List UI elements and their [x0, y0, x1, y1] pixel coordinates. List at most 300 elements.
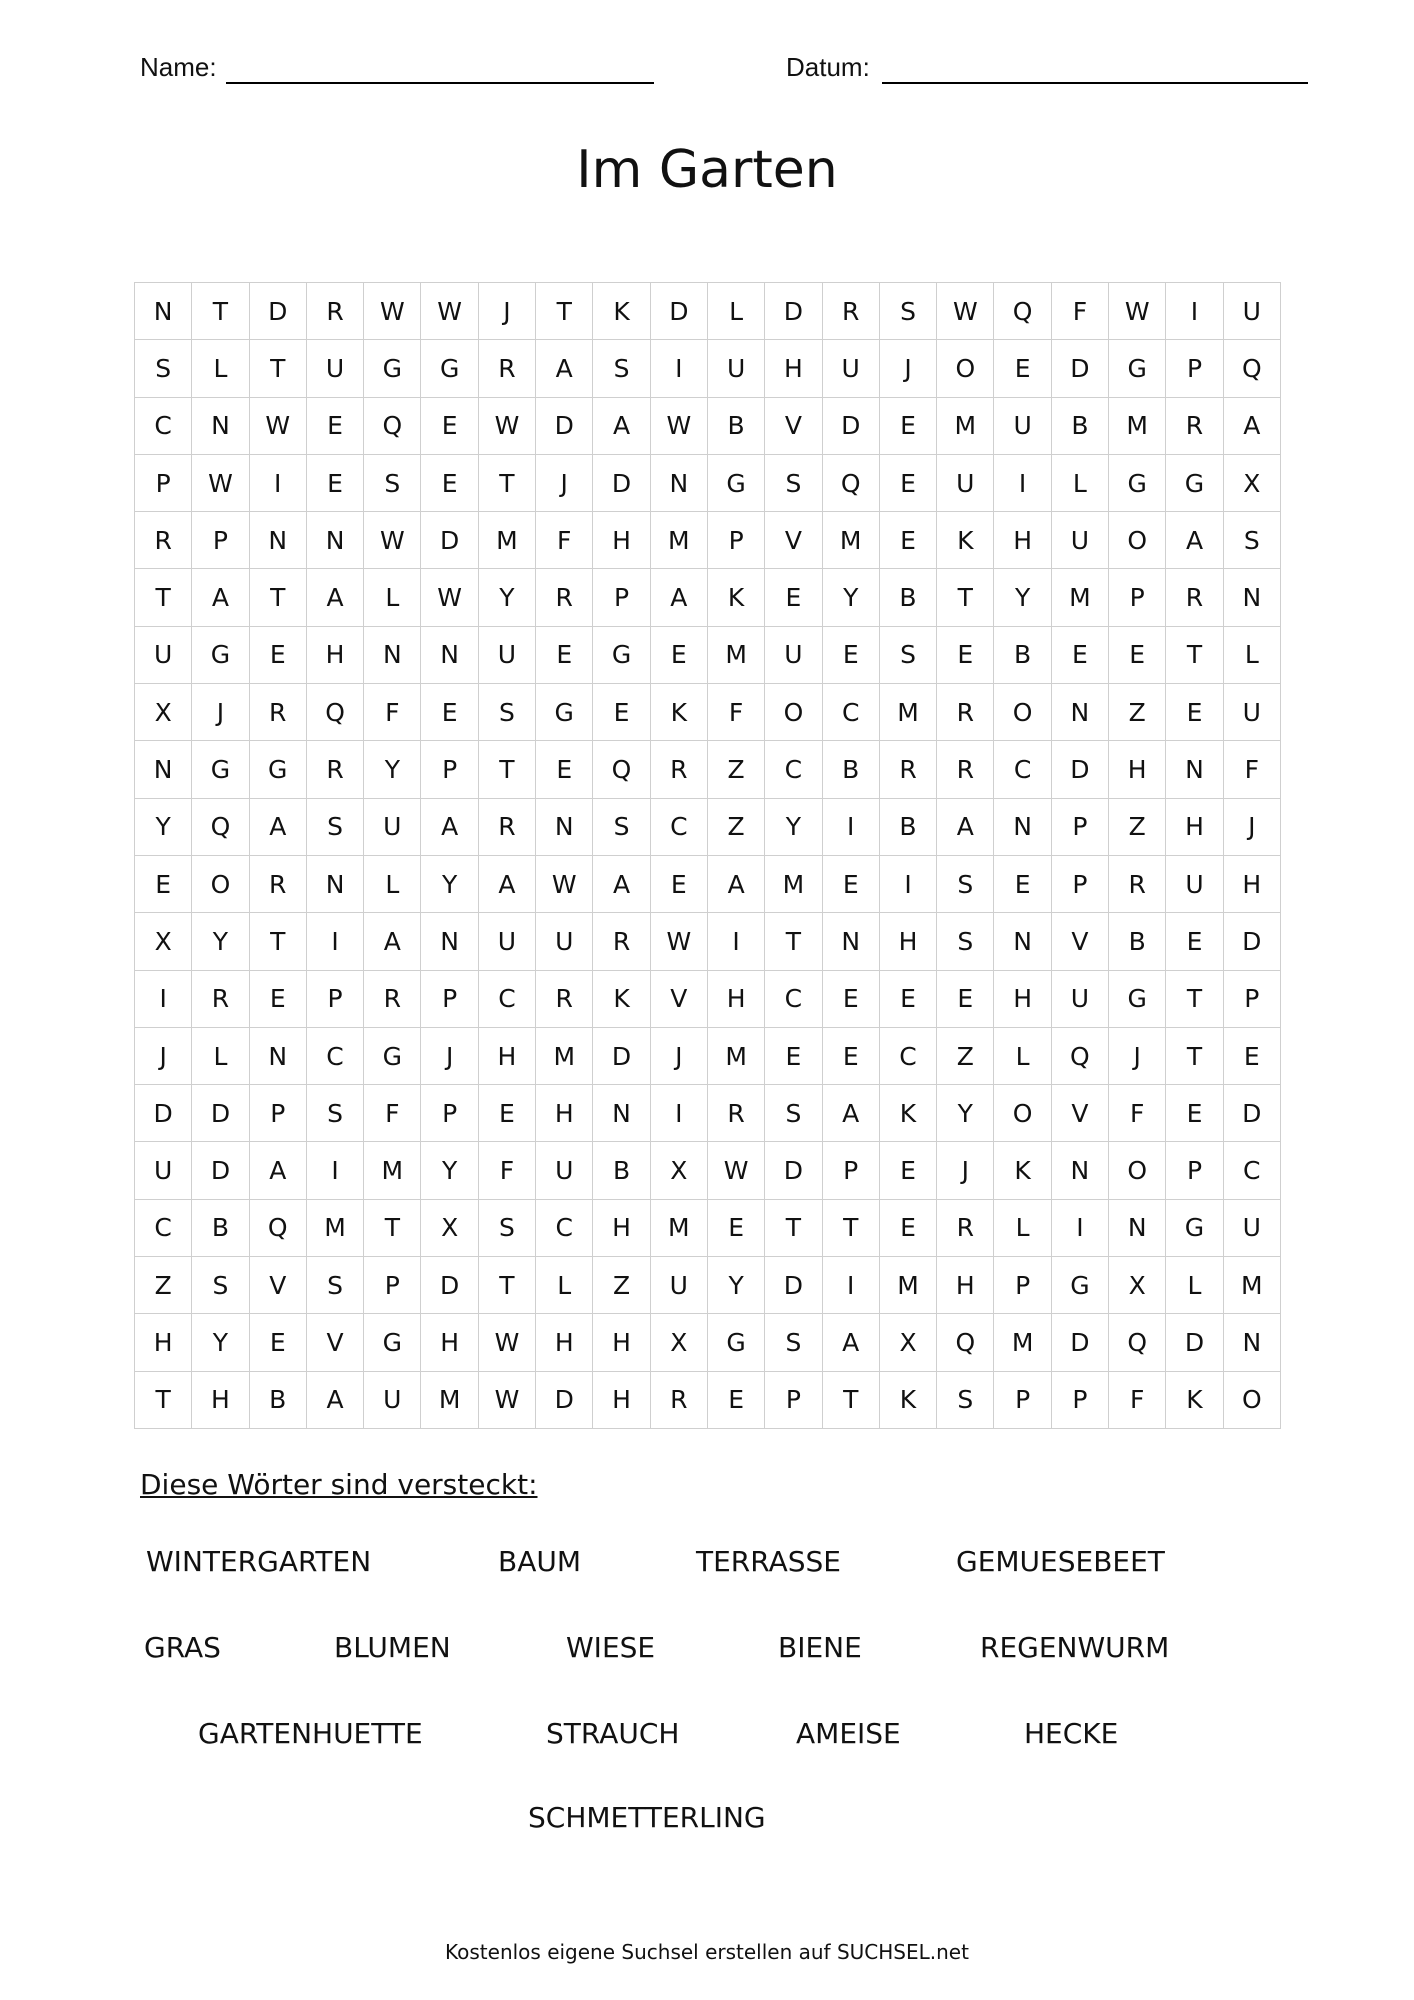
- grid-cell[interactable]: C: [823, 684, 880, 741]
- grid-cell[interactable]: Q: [1109, 1314, 1166, 1371]
- grid-cell[interactable]: E: [708, 1200, 765, 1257]
- grid-cell[interactable]: B: [192, 1200, 249, 1257]
- grid-cell[interactable]: I: [880, 856, 937, 913]
- grid-cell[interactable]: T: [250, 569, 307, 626]
- grid-cell[interactable]: S: [307, 799, 364, 856]
- grid-cell[interactable]: N: [593, 1085, 650, 1142]
- grid-cell[interactable]: E: [1166, 913, 1223, 970]
- grid-cell[interactable]: N: [994, 913, 1051, 970]
- grid-cell[interactable]: J: [479, 283, 536, 340]
- grid-cell[interactable]: P: [708, 512, 765, 569]
- grid-cell[interactable]: S: [135, 340, 192, 397]
- grid-cell[interactable]: S: [593, 340, 650, 397]
- grid-cell[interactable]: O: [1224, 1372, 1281, 1429]
- grid-cell[interactable]: C: [135, 1200, 192, 1257]
- grid-cell[interactable]: S: [307, 1257, 364, 1314]
- grid-cell[interactable]: E: [1224, 1028, 1281, 1085]
- grid-cell[interactable]: P: [307, 971, 364, 1028]
- grid-cell[interactable]: E: [880, 971, 937, 1028]
- grid-cell[interactable]: W: [708, 1142, 765, 1199]
- grid-cell[interactable]: Y: [479, 569, 536, 626]
- grid-cell[interactable]: K: [1166, 1372, 1223, 1429]
- grid-cell[interactable]: D: [1052, 340, 1109, 397]
- grid-cell[interactable]: A: [250, 799, 307, 856]
- grid-cell[interactable]: N: [250, 1028, 307, 1085]
- grid-cell[interactable]: O: [1109, 1142, 1166, 1199]
- grid-cell[interactable]: Q: [364, 398, 421, 455]
- grid-cell[interactable]: W: [421, 569, 478, 626]
- grid-cell[interactable]: T: [192, 283, 249, 340]
- grid-cell[interactable]: I: [307, 1142, 364, 1199]
- grid-cell[interactable]: G: [593, 627, 650, 684]
- grid-cell[interactable]: Y: [708, 1257, 765, 1314]
- grid-cell[interactable]: O: [994, 1085, 1051, 1142]
- grid-cell[interactable]: T: [250, 913, 307, 970]
- grid-cell[interactable]: D: [823, 398, 880, 455]
- grid-cell[interactable]: L: [536, 1257, 593, 1314]
- grid-cell[interactable]: N: [823, 913, 880, 970]
- grid-cell[interactable]: Q: [937, 1314, 994, 1371]
- grid-cell[interactable]: X: [135, 913, 192, 970]
- grid-cell[interactable]: C: [880, 1028, 937, 1085]
- grid-cell[interactable]: I: [823, 1257, 880, 1314]
- grid-cell[interactable]: T: [1166, 1028, 1223, 1085]
- grid-cell[interactable]: S: [192, 1257, 249, 1314]
- grid-cell[interactable]: H: [593, 1200, 650, 1257]
- grid-cell[interactable]: I: [250, 455, 307, 512]
- grid-cell[interactable]: M: [1109, 398, 1166, 455]
- grid-cell[interactable]: E: [421, 455, 478, 512]
- grid-cell[interactable]: O: [1109, 512, 1166, 569]
- grid-cell[interactable]: R: [364, 971, 421, 1028]
- grid-cell[interactable]: Y: [421, 1142, 478, 1199]
- grid-cell[interactable]: B: [823, 741, 880, 798]
- grid-cell[interactable]: M: [536, 1028, 593, 1085]
- grid-cell[interactable]: U: [1166, 856, 1223, 913]
- grid-cell[interactable]: D: [250, 283, 307, 340]
- grid-cell[interactable]: U: [651, 1257, 708, 1314]
- grid-cell[interactable]: P: [1166, 340, 1223, 397]
- grid-cell[interactable]: E: [307, 398, 364, 455]
- grid-cell[interactable]: U: [536, 1142, 593, 1199]
- grid-cell[interactable]: I: [994, 455, 1051, 512]
- grid-cell[interactable]: V: [1052, 1085, 1109, 1142]
- grid-cell[interactable]: M: [1052, 569, 1109, 626]
- grid-cell[interactable]: R: [593, 913, 650, 970]
- grid-cell[interactable]: T: [250, 340, 307, 397]
- grid-cell[interactable]: R: [250, 684, 307, 741]
- grid-cell[interactable]: P: [593, 569, 650, 626]
- grid-cell[interactable]: G: [1109, 455, 1166, 512]
- grid-cell[interactable]: T: [479, 741, 536, 798]
- grid-cell[interactable]: G: [364, 1028, 421, 1085]
- grid-cell[interactable]: M: [880, 1257, 937, 1314]
- grid-cell[interactable]: A: [651, 569, 708, 626]
- grid-cell[interactable]: S: [364, 455, 421, 512]
- grid-cell[interactable]: M: [937, 398, 994, 455]
- grid-cell[interactable]: D: [421, 1257, 478, 1314]
- grid-cell[interactable]: M: [307, 1200, 364, 1257]
- grid-cell[interactable]: E: [1166, 684, 1223, 741]
- grid-cell[interactable]: Q: [192, 799, 249, 856]
- grid-cell[interactable]: S: [937, 913, 994, 970]
- grid-cell[interactable]: U: [135, 1142, 192, 1199]
- grid-cell[interactable]: R: [937, 684, 994, 741]
- grid-cell[interactable]: G: [1109, 340, 1166, 397]
- grid-cell[interactable]: U: [364, 1372, 421, 1429]
- grid-cell[interactable]: V: [250, 1257, 307, 1314]
- grid-cell[interactable]: L: [1224, 627, 1281, 684]
- grid-cell[interactable]: K: [593, 971, 650, 1028]
- grid-cell[interactable]: U: [765, 627, 822, 684]
- grid-cell[interactable]: E: [421, 684, 478, 741]
- grid-cell[interactable]: L: [364, 569, 421, 626]
- grid-cell[interactable]: M: [1224, 1257, 1281, 1314]
- grid-cell[interactable]: B: [708, 398, 765, 455]
- grid-cell[interactable]: U: [479, 627, 536, 684]
- grid-cell[interactable]: S: [937, 856, 994, 913]
- grid-cell[interactable]: X: [880, 1314, 937, 1371]
- grid-cell[interactable]: H: [307, 627, 364, 684]
- grid-cell[interactable]: E: [765, 1028, 822, 1085]
- grid-cell[interactable]: P: [1166, 1142, 1223, 1199]
- grid-cell[interactable]: N: [1052, 1142, 1109, 1199]
- grid-cell[interactable]: W: [479, 398, 536, 455]
- grid-cell[interactable]: I: [307, 913, 364, 970]
- grid-cell[interactable]: C: [1224, 1142, 1281, 1199]
- grid-cell[interactable]: I: [135, 971, 192, 1028]
- grid-cell[interactable]: E: [1052, 627, 1109, 684]
- grid-cell[interactable]: X: [1109, 1257, 1166, 1314]
- grid-cell[interactable]: Y: [823, 569, 880, 626]
- grid-cell[interactable]: M: [823, 512, 880, 569]
- grid-cell[interactable]: E: [1166, 1085, 1223, 1142]
- grid-cell[interactable]: D: [765, 283, 822, 340]
- grid-cell[interactable]: G: [364, 1314, 421, 1371]
- grid-cell[interactable]: U: [937, 455, 994, 512]
- grid-cell[interactable]: X: [135, 684, 192, 741]
- grid-cell[interactable]: K: [880, 1085, 937, 1142]
- grid-cell[interactable]: G: [1166, 1200, 1223, 1257]
- grid-cell[interactable]: E: [651, 856, 708, 913]
- grid-cell[interactable]: A: [937, 799, 994, 856]
- grid-cell[interactable]: A: [1166, 512, 1223, 569]
- grid-cell[interactable]: H: [1224, 856, 1281, 913]
- grid-cell[interactable]: G: [708, 455, 765, 512]
- grid-cell[interactable]: K: [708, 569, 765, 626]
- grid-cell[interactable]: D: [1052, 1314, 1109, 1371]
- grid-cell[interactable]: H: [937, 1257, 994, 1314]
- grid-cell[interactable]: C: [536, 1200, 593, 1257]
- grid-cell[interactable]: T: [937, 569, 994, 626]
- grid-cell[interactable]: I: [823, 799, 880, 856]
- grid-cell[interactable]: S: [880, 627, 937, 684]
- grid-cell[interactable]: E: [479, 1085, 536, 1142]
- grid-cell[interactable]: A: [1224, 398, 1281, 455]
- grid-cell[interactable]: C: [307, 1028, 364, 1085]
- grid-cell[interactable]: E: [937, 971, 994, 1028]
- grid-cell[interactable]: N: [307, 856, 364, 913]
- grid-cell[interactable]: P: [994, 1372, 1051, 1429]
- grid-cell[interactable]: G: [364, 340, 421, 397]
- grid-cell[interactable]: E: [250, 1314, 307, 1371]
- grid-cell[interactable]: N: [1109, 1200, 1166, 1257]
- grid-cell[interactable]: K: [593, 283, 650, 340]
- grid-cell[interactable]: R: [651, 1372, 708, 1429]
- grid-cell[interactable]: R: [250, 856, 307, 913]
- grid-cell[interactable]: F: [1109, 1085, 1166, 1142]
- grid-cell[interactable]: R: [1166, 569, 1223, 626]
- grid-cell[interactable]: B: [994, 627, 1051, 684]
- grid-cell[interactable]: V: [765, 398, 822, 455]
- grid-cell[interactable]: N: [1224, 1314, 1281, 1371]
- name-field[interactable]: [226, 82, 654, 84]
- grid-cell[interactable]: R: [135, 512, 192, 569]
- grid-cell[interactable]: P: [421, 1085, 478, 1142]
- grid-cell[interactable]: Z: [937, 1028, 994, 1085]
- grid-cell[interactable]: D: [765, 1142, 822, 1199]
- grid-cell[interactable]: P: [1052, 799, 1109, 856]
- grid-cell[interactable]: R: [479, 799, 536, 856]
- grid-cell[interactable]: E: [880, 512, 937, 569]
- grid-cell[interactable]: H: [994, 971, 1051, 1028]
- grid-cell[interactable]: S: [765, 1314, 822, 1371]
- grid-cell[interactable]: R: [708, 1085, 765, 1142]
- grid-cell[interactable]: H: [880, 913, 937, 970]
- grid-cell[interactable]: J: [135, 1028, 192, 1085]
- grid-cell[interactable]: E: [823, 856, 880, 913]
- grid-cell[interactable]: O: [765, 684, 822, 741]
- grid-cell[interactable]: W: [250, 398, 307, 455]
- grid-cell[interactable]: U: [307, 340, 364, 397]
- grid-cell[interactable]: D: [135, 1085, 192, 1142]
- grid-cell[interactable]: M: [651, 512, 708, 569]
- grid-cell[interactable]: N: [1166, 741, 1223, 798]
- grid-cell[interactable]: D: [593, 455, 650, 512]
- grid-cell[interactable]: U: [994, 398, 1051, 455]
- grid-cell[interactable]: D: [421, 512, 478, 569]
- grid-cell[interactable]: N: [135, 283, 192, 340]
- grid-cell[interactable]: B: [1109, 913, 1166, 970]
- grid-cell[interactable]: G: [708, 1314, 765, 1371]
- grid-cell[interactable]: F: [479, 1142, 536, 1199]
- grid-cell[interactable]: Y: [192, 913, 249, 970]
- grid-cell[interactable]: Q: [1052, 1028, 1109, 1085]
- grid-cell[interactable]: B: [1052, 398, 1109, 455]
- grid-cell[interactable]: B: [250, 1372, 307, 1429]
- grid-cell[interactable]: Y: [994, 569, 1051, 626]
- grid-cell[interactable]: Y: [765, 799, 822, 856]
- grid-cell[interactable]: W: [421, 283, 478, 340]
- grid-cell[interactable]: D: [1166, 1314, 1223, 1371]
- grid-cell[interactable]: V: [651, 971, 708, 1028]
- grid-cell[interactable]: E: [937, 627, 994, 684]
- grid-cell[interactable]: P: [1109, 569, 1166, 626]
- grid-cell[interactable]: F: [536, 512, 593, 569]
- grid-cell[interactable]: N: [135, 741, 192, 798]
- grid-cell[interactable]: L: [708, 283, 765, 340]
- grid-cell[interactable]: M: [479, 512, 536, 569]
- grid-cell[interactable]: A: [307, 569, 364, 626]
- grid-cell[interactable]: H: [708, 971, 765, 1028]
- grid-cell[interactable]: R: [536, 971, 593, 1028]
- grid-cell[interactable]: A: [421, 799, 478, 856]
- grid-cell[interactable]: D: [593, 1028, 650, 1085]
- grid-cell[interactable]: K: [651, 684, 708, 741]
- grid-cell[interactable]: H: [593, 1314, 650, 1371]
- grid-cell[interactable]: G: [192, 741, 249, 798]
- grid-cell[interactable]: J: [536, 455, 593, 512]
- grid-cell[interactable]: D: [1224, 1085, 1281, 1142]
- grid-cell[interactable]: D: [536, 1372, 593, 1429]
- grid-cell[interactable]: Q: [250, 1200, 307, 1257]
- grid-cell[interactable]: T: [1166, 971, 1223, 1028]
- grid-cell[interactable]: B: [880, 569, 937, 626]
- grid-cell[interactable]: T: [823, 1372, 880, 1429]
- grid-cell[interactable]: A: [479, 856, 536, 913]
- grid-cell[interactable]: N: [536, 799, 593, 856]
- grid-cell[interactable]: G: [1166, 455, 1223, 512]
- grid-cell[interactable]: L: [192, 340, 249, 397]
- grid-cell[interactable]: A: [708, 856, 765, 913]
- grid-cell[interactable]: B: [880, 799, 937, 856]
- grid-cell[interactable]: U: [364, 799, 421, 856]
- grid-cell[interactable]: P: [1052, 856, 1109, 913]
- grid-cell[interactable]: A: [823, 1314, 880, 1371]
- grid-cell[interactable]: W: [937, 283, 994, 340]
- grid-cell[interactable]: G: [1052, 1257, 1109, 1314]
- grid-cell[interactable]: F: [1224, 741, 1281, 798]
- grid-cell[interactable]: S: [593, 799, 650, 856]
- grid-cell[interactable]: N: [192, 398, 249, 455]
- grid-cell[interactable]: M: [651, 1200, 708, 1257]
- grid-cell[interactable]: S: [1224, 512, 1281, 569]
- grid-cell[interactable]: E: [880, 1142, 937, 1199]
- grid-cell[interactable]: H: [994, 512, 1051, 569]
- grid-cell[interactable]: T: [823, 1200, 880, 1257]
- grid-cell[interactable]: D: [192, 1142, 249, 1199]
- grid-cell[interactable]: E: [536, 627, 593, 684]
- grid-cell[interactable]: E: [651, 627, 708, 684]
- grid-cell[interactable]: D: [192, 1085, 249, 1142]
- grid-cell[interactable]: D: [651, 283, 708, 340]
- grid-cell[interactable]: W: [536, 856, 593, 913]
- grid-cell[interactable]: U: [823, 340, 880, 397]
- grid-cell[interactable]: C: [135, 398, 192, 455]
- grid-cell[interactable]: H: [593, 512, 650, 569]
- grid-cell[interactable]: R: [937, 741, 994, 798]
- grid-cell[interactable]: T: [479, 1257, 536, 1314]
- grid-cell[interactable]: P: [823, 1142, 880, 1199]
- grid-cell[interactable]: M: [708, 1028, 765, 1085]
- grid-cell[interactable]: P: [364, 1257, 421, 1314]
- grid-cell[interactable]: H: [421, 1314, 478, 1371]
- grid-cell[interactable]: Z: [708, 799, 765, 856]
- grid-cell[interactable]: Z: [1109, 799, 1166, 856]
- grid-cell[interactable]: Q: [593, 741, 650, 798]
- grid-cell[interactable]: M: [364, 1142, 421, 1199]
- grid-cell[interactable]: P: [135, 455, 192, 512]
- grid-cell[interactable]: H: [593, 1372, 650, 1429]
- grid-cell[interactable]: J: [1224, 799, 1281, 856]
- grid-cell[interactable]: Z: [708, 741, 765, 798]
- grid-cell[interactable]: M: [765, 856, 822, 913]
- grid-cell[interactable]: A: [250, 1142, 307, 1199]
- grid-cell[interactable]: C: [651, 799, 708, 856]
- grid-cell[interactable]: C: [479, 971, 536, 1028]
- grid-cell[interactable]: Z: [135, 1257, 192, 1314]
- grid-cell[interactable]: N: [994, 799, 1051, 856]
- grid-cell[interactable]: K: [880, 1372, 937, 1429]
- grid-cell[interactable]: V: [307, 1314, 364, 1371]
- grid-cell[interactable]: D: [536, 398, 593, 455]
- grid-cell[interactable]: Y: [421, 856, 478, 913]
- grid-cell[interactable]: T: [364, 1200, 421, 1257]
- grid-cell[interactable]: R: [536, 569, 593, 626]
- grid-cell[interactable]: Q: [823, 455, 880, 512]
- grid-cell[interactable]: H: [536, 1085, 593, 1142]
- grid-cell[interactable]: U: [708, 340, 765, 397]
- grid-cell[interactable]: O: [192, 856, 249, 913]
- grid-cell[interactable]: S: [765, 1085, 822, 1142]
- grid-cell[interactable]: H: [135, 1314, 192, 1371]
- grid-cell[interactable]: Y: [135, 799, 192, 856]
- date-field[interactable]: [882, 82, 1308, 84]
- grid-cell[interactable]: U: [536, 913, 593, 970]
- grid-cell[interactable]: L: [994, 1200, 1051, 1257]
- grid-cell[interactable]: E: [250, 627, 307, 684]
- grid-cell[interactable]: E: [250, 971, 307, 1028]
- grid-cell[interactable]: I: [651, 1085, 708, 1142]
- grid-cell[interactable]: H: [479, 1028, 536, 1085]
- grid-cell[interactable]: D: [1052, 741, 1109, 798]
- grid-cell[interactable]: P: [250, 1085, 307, 1142]
- grid-cell[interactable]: S: [937, 1372, 994, 1429]
- grid-cell[interactable]: C: [765, 971, 822, 1028]
- grid-cell[interactable]: R: [307, 283, 364, 340]
- grid-cell[interactable]: X: [1224, 455, 1281, 512]
- grid-cell[interactable]: L: [364, 856, 421, 913]
- grid-cell[interactable]: M: [994, 1314, 1051, 1371]
- grid-cell[interactable]: E: [880, 1200, 937, 1257]
- grid-cell[interactable]: W: [651, 398, 708, 455]
- grid-cell[interactable]: U: [1224, 684, 1281, 741]
- grid-cell[interactable]: T: [765, 913, 822, 970]
- grid-cell[interactable]: J: [192, 684, 249, 741]
- grid-cell[interactable]: F: [364, 684, 421, 741]
- grid-cell[interactable]: W: [1109, 283, 1166, 340]
- grid-cell[interactable]: E: [135, 856, 192, 913]
- grid-cell[interactable]: G: [536, 684, 593, 741]
- grid-cell[interactable]: E: [823, 971, 880, 1028]
- grid-cell[interactable]: Z: [593, 1257, 650, 1314]
- grid-cell[interactable]: X: [651, 1314, 708, 1371]
- grid-cell[interactable]: N: [364, 627, 421, 684]
- grid-cell[interactable]: G: [421, 340, 478, 397]
- grid-cell[interactable]: E: [994, 856, 1051, 913]
- grid-cell[interactable]: A: [192, 569, 249, 626]
- grid-cell[interactable]: N: [1052, 684, 1109, 741]
- grid-cell[interactable]: I: [651, 340, 708, 397]
- grid-cell[interactable]: G: [1109, 971, 1166, 1028]
- grid-cell[interactable]: R: [1166, 398, 1223, 455]
- grid-cell[interactable]: T: [1166, 627, 1223, 684]
- grid-cell[interactable]: T: [479, 455, 536, 512]
- grid-cell[interactable]: W: [364, 283, 421, 340]
- grid-cell[interactable]: A: [593, 856, 650, 913]
- grid-cell[interactable]: P: [994, 1257, 1051, 1314]
- grid-cell[interactable]: R: [307, 741, 364, 798]
